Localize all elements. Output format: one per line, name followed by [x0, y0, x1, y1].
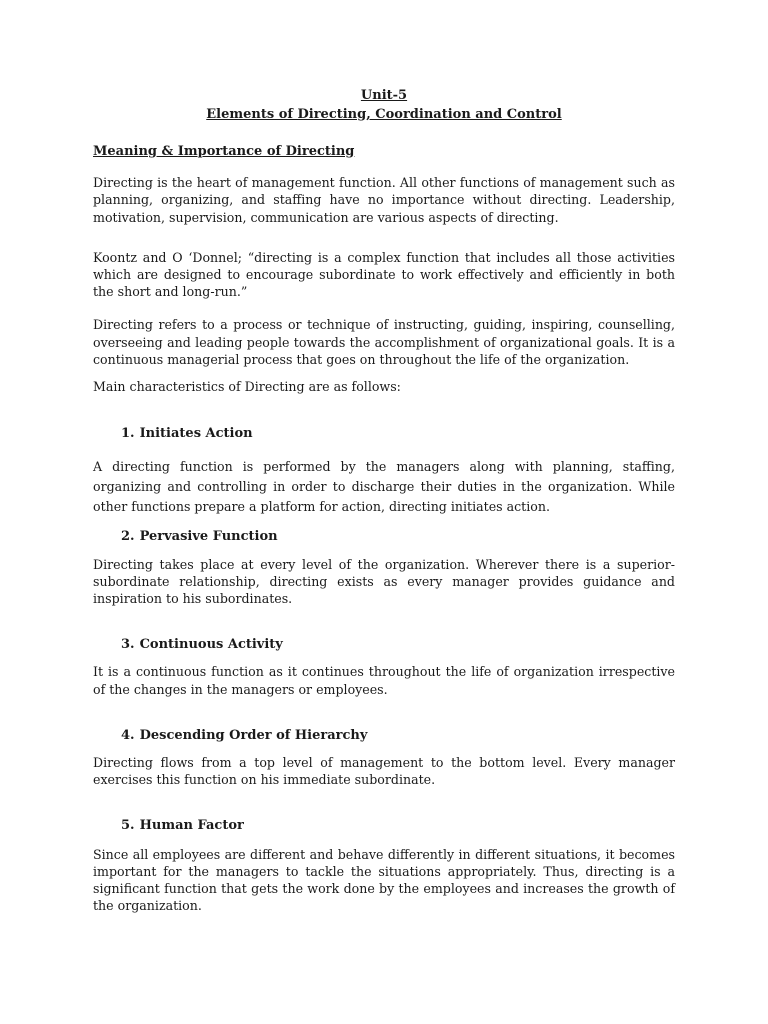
paragraph-quote: Koontz and O ‘Donnel; “directing is a complex function that includes all those activities which are designed to encourage subordinate to work effectively and efficiently in both the short and long-run.” — [93, 249, 675, 300]
list-item-text: Directing flows from a top level of management to the bottom level. Every manager exercises this function on his immediate subordinate. — [93, 755, 675, 788]
list-item-heading — [93, 425, 675, 442]
list-item-title: Descending Order of Hierarchy — [139, 727, 368, 743]
unit-heading: Unit-5 — [360, 88, 408, 103]
list-item-text: Directing takes place at every level of the organization. Wherever there is a superior-subordinate relationship, directing exists as every manager provides guidance and inspiration to his subordinates. — [93, 556, 675, 607]
list-item-number: 2. — [121, 529, 135, 545]
document-page — [93, 86, 675, 914]
paragraph-intro: Directing is the heart of management function. All other functions of management such as planning, organizing, and staffing have no importance without directing. Leadership, motivation, supervision, communication are various aspects of directing. — [93, 175, 675, 225]
list-item-title: Initiates Action — [139, 426, 253, 442]
document-title: Elements of Directing, Coordination and Control — [206, 107, 562, 122]
list-item-heading — [93, 528, 675, 545]
paragraph-characteristics-intro: Main characteristics of Directing are as follows: — [93, 379, 401, 395]
list-item-number: 1. — [121, 426, 135, 442]
list-item-number: 4. — [121, 727, 135, 743]
list-item-heading — [93, 727, 675, 744]
list-item-title: Continuous Activity — [139, 637, 283, 653]
list-item-title: Pervasive Function — [139, 529, 278, 545]
list-item-heading — [93, 817, 675, 834]
list-item-text: A directing function is performed by the managers along with planning, staffing, organizing and controlling in order to discharge their duties in the organization. While other functions prepare a platform for action, directing initiates action. — [93, 459, 675, 515]
list-item-heading — [93, 636, 675, 653]
section-heading: Meaning & Importance of Directing — [93, 144, 355, 159]
list-item-title: Human Factor — [139, 818, 244, 834]
list-item-number: 3. — [121, 637, 135, 653]
paragraph-definition: Directing refers to a process or technique of instructing, guiding, inspiring, counselling, overseeing and leading people towards the accomplishment of organizational goals. It is a continuous managerial process that goes on throughout the life of the organization. — [93, 317, 675, 367]
list-item-text: It is a continuous function as it continues throughout the life of organization irrespective of the changes in the managers or employees. — [93, 664, 675, 697]
list-item-text: Since all employees are different and behave differently in different situations, it becomes important for the managers to tackle the situations appropriately. Thus, directing is a significant function that gets the work done by the employees and increases the growth of the organization. — [93, 846, 675, 914]
list-item-number: 5. — [121, 818, 135, 834]
